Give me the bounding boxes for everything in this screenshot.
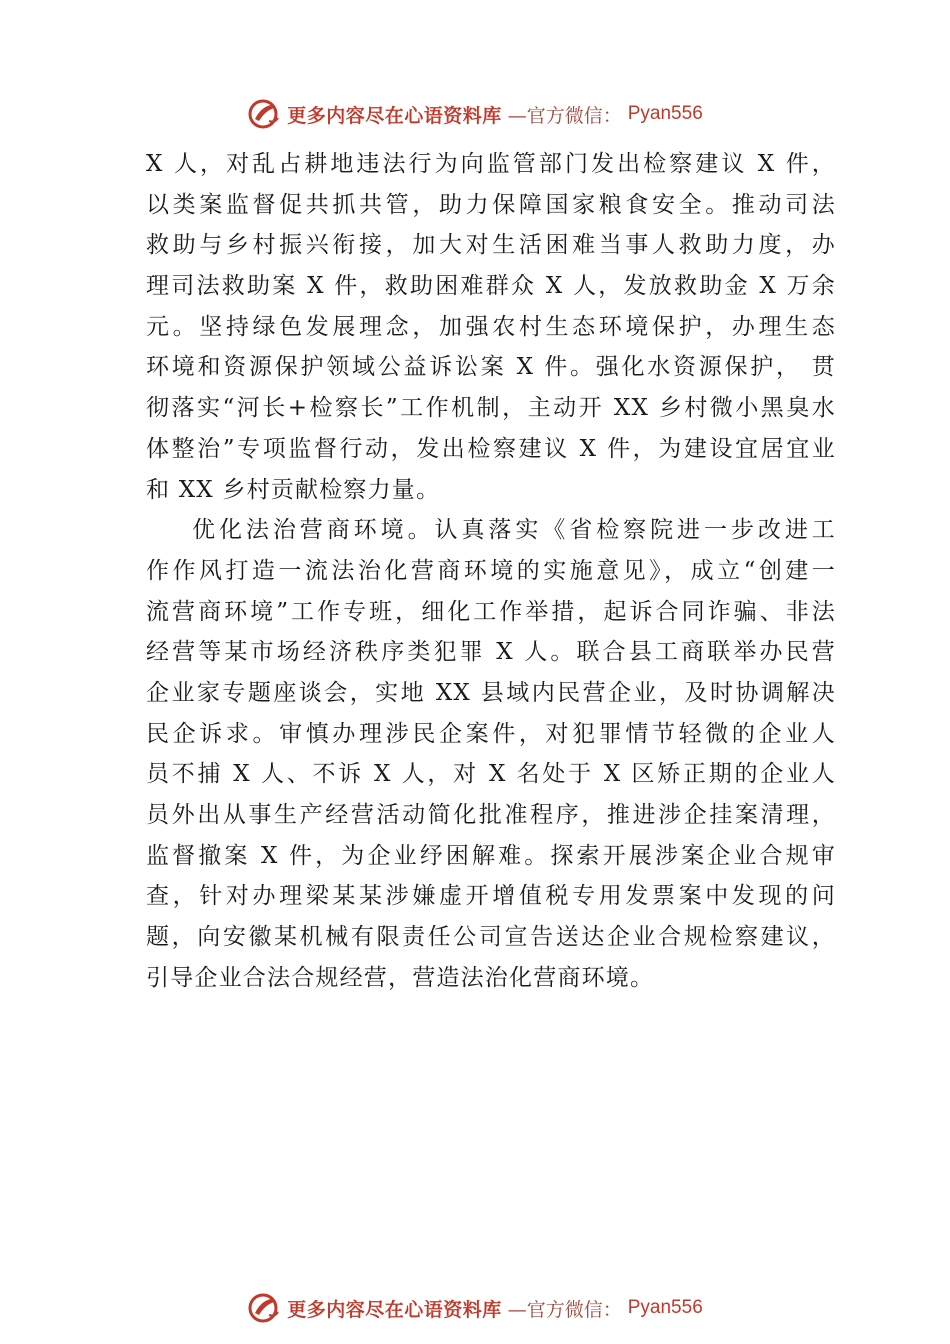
text-line: 监督撤案 X 件，为企业纾困解难。探索开展涉案企业合规审 — [146, 842, 836, 869]
text-line: 查，针对办理梁某某涉嫌虚开增值税专用发票案中发现的问 — [146, 883, 836, 910]
text-line: 环境和资源保护领域公益诉讼案 X 件。强化水资源保护， 贯 — [146, 354, 836, 381]
text-line: 优化法治营商环境。认真落实《省检察院进一步改进工 — [192, 517, 836, 544]
document-body — [146, 144, 836, 998]
text-line: 作作风打造一流法治化营商环境的实施意见》，成立“创建一 — [146, 557, 836, 584]
text-line: 救助与乡村振兴衔接，加大对生活困难当事人救助力度，办 — [146, 232, 836, 259]
text-line: 以类案监督促共抓共管，助力保障国家粮食安全。推动司法 — [146, 191, 836, 218]
text-line: 企业家专题座谈会，实地 XX 县域内民营企业，及时协调解决 — [146, 679, 836, 706]
header-watermark-banner — [0, 94, 950, 134]
banner-official-label: —官方微信： — [507, 1298, 622, 1321]
banner-wechat-id: Pyan556 — [627, 103, 703, 124]
banner-wechat-id: Pyan556 — [627, 1297, 703, 1318]
pen-swirl-logo-icon — [247, 1291, 281, 1325]
paragraph-business-environment — [146, 510, 836, 998]
text-line: 经营等某市场经济秩序类犯罪 X 人。联合县工商联举办民营 — [146, 639, 836, 666]
text-line: 引导企业合法合规经营，营造法治化营商环境。 — [146, 964, 655, 991]
text-line: 流营商环境”工作专班，细化工作举措，起诉合同诈骗、非法 — [146, 598, 836, 625]
banner-official-label: —官方微信： — [507, 104, 622, 127]
text-line: X 人，对乱占耕地违法行为向监管部门发出检察建议 X 件， — [146, 151, 836, 177]
text-line: 元。坚持绿色发展理念，加强农村生态环境保护，办理生态 — [146, 313, 836, 340]
pen-swirl-logo-icon — [247, 97, 281, 131]
text-line: 理司法救助案 X 件，救助困难群众 X 人，发放救助金 X 万余 — [146, 273, 836, 300]
text-line: 员不捕 X 人、不诉 X 人，对 X 名处于 X 区矫正期的企业人 — [146, 761, 836, 788]
banner-brand-text: 更多内容尽在心语资料库 — [287, 1298, 502, 1321]
text-line: 和 XX 乡村贡献检察力量。 — [146, 476, 441, 503]
text-line: 题，向安徽某机械有限责任公司宣告送达企业合规检察建议， — [146, 924, 836, 951]
text-line: 体整治”专项监督行动，发出检察建议 X 件，为建设宜居宜业 — [146, 435, 836, 462]
paragraph-rural — [146, 144, 836, 510]
text-line: 民企诉求。审慎办理涉民企案件，对犯罪情节轻微的企业人 — [146, 720, 836, 747]
footer-watermark-banner — [0, 1288, 950, 1328]
text-line: 员外出从事生产经营活动简化批准程序，推进涉企挂案清理， — [146, 802, 836, 828]
banner-brand-text: 更多内容尽在心语资料库 — [287, 104, 502, 127]
text-line: 彻落实“河长+检察长”工作机制，主动开 XX 乡村微小黑臭水 — [146, 395, 836, 422]
